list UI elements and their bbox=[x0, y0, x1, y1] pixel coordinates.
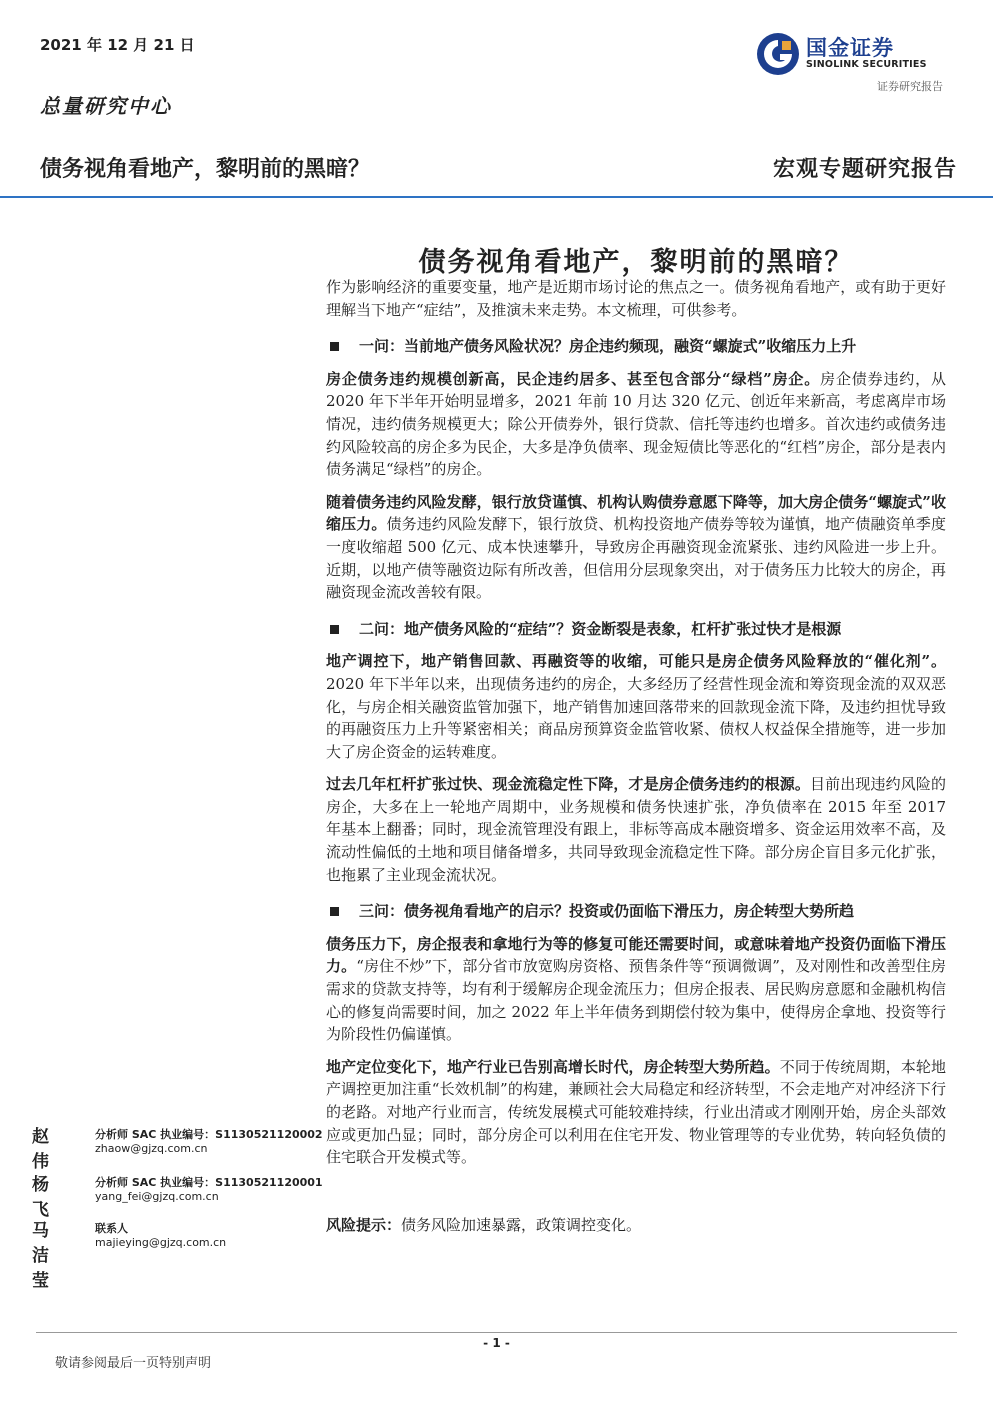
logo-name-en: SINOLINK SECURITIES bbox=[806, 59, 927, 70]
paragraph: 地产调控下，地产销售回款、再融资等的收缩，可能只是房企债务风险释放的“催化剂”。2020 年下半年以来，出现债务违约的房企，大多经历了经营性现金流和筹资现金流的双双恶化，与房企相关融资监管加强下，地产销售加速回落带来的回款现金流下降，及违约担忧导致的再融资压力上升等紧密相关；商品房预算资金监管收紧、债权人权益保全措施等，进一步加大了房企资金的运转难度。 bbox=[326, 652, 946, 761]
risk-warning bbox=[326, 1214, 641, 1235]
page-number: - 1 - bbox=[483, 1336, 510, 1350]
report-body bbox=[326, 276, 946, 1179]
bullet-square-icon bbox=[330, 625, 339, 634]
analyst-email[interactable]: zhaow@gjzq.com.cn bbox=[95, 1142, 208, 1155]
section-heading-3: 三问：债务视角看地产的启示？投资或仍面临下滑压力，房企转型大势所趋 bbox=[326, 900, 946, 923]
risk-text: 债务风险加速暴露，政策调控变化。 bbox=[401, 1216, 642, 1234]
analyst-email[interactable]: majieying@gjzq.com.cn bbox=[95, 1236, 227, 1249]
analyst-role: 分析师 SAC 执业编号：S1130521120002 bbox=[95, 1128, 323, 1141]
section-heading-2: 二问：地产债务风险的“症结”？资金断裂是表象，杠杆扩张过快才是根源 bbox=[326, 618, 946, 641]
report-type: 宏观专题研究报告 bbox=[772, 156, 957, 182]
paragraph: 过去几年杠杆扩张过快、现金流稳定性下降，才是房企债务违约的根源。目前出现违约风险的房企，大多在上一轮地产周期中，业务规模和债务快速扩张，净负债率在 2015 年至 2017 年基本上翻番；同时，现金流管理没有跟上，非标等高成本融资增多、资金运用效率不高，及流动性偏低的土地和项目储备增多，共同导致现金流稳定性下降。部分房企盲目多元化扩张，也拖累了主业现金流状况。 bbox=[326, 775, 946, 884]
bullet-square-icon bbox=[330, 342, 339, 351]
bullet-square-icon bbox=[330, 907, 339, 916]
paragraph: 随着债务违约风险发酵，银行放贷谨慎、机构认购债券意愿下降等，加大房企债务“螺旋式”收缩压力。债务违约风险发酵下，银行放贷、机构投资地产债券等较为谨慎，地产债融资单季度一度收缩超 500 亿元、成本快速攀升，导致房企再融资现金流紧张、违约风险进一步上升。近期，以地产债等融资边际有所改善，但信用分层现象突出，对于债务压力比较大的房企，再融资现金流改善较有限。 bbox=[326, 492, 946, 602]
paragraph: 房企债务违约规模创新高，民企违约居多、甚至包含部分“绿档”房企。房企债券违约，从 2020 年下半年开始明显增多，2021 年前 10 月达 320 亿元、创近年来新高，考虑离岸市场情况，违约债务规模更大；除公开债券外，银行贷款、信托等违约也增多。首次违约或债务违约风险较高的房企多为民企，大多是净负债率、现金短债比等恶化的“红档”房企，部分是表内债务满足“绿档”的房企。 bbox=[326, 369, 946, 479]
analyst-name: 杨飞 bbox=[32, 1175, 49, 1220]
paragraph: 地产定位变化下，地产行业已告别高增长时代，房企转型大势所趋。不同于传统周期，本轮地产调控更加注重“长效机制”的构建，兼顾社会大局稳定和经济转型，不会走地产对冲经济下行的老路。对地产行业而言，传统发展模式可能较难持续，行业出清或才刚刚开始，房企头部效应或更加凸显；同时，部分房企可以利用在住宅开发、物业管理等的专业优势，转向轻负债的住宅联合开发模式等。 bbox=[326, 1057, 946, 1167]
logo-name-cn: 国金证券 bbox=[806, 36, 894, 60]
analyst-role: 分析师 SAC 执业编号：S1130521120001 bbox=[95, 1176, 323, 1189]
risk-label: 风险提示： bbox=[326, 1216, 402, 1234]
paragraph: 债务压力下，房企报表和拿地行为等的修复可能还需要时间，或意味着地产投资仍面临下滑压力。“房住不炒”下，部分省市放宽购房资格、预售条件等“预调微调”，及对刚性和改善型住房需求的贷款支持等，均有利于缓解房企现金流压力；但房企报表、居民购房意愿和金融机构信心的修复尚需要时间，加之 2022 年上半年债务到期偿付较为集中，使得房企拿地、投资等行为阶段性仍偏谨慎。 bbox=[326, 934, 946, 1044]
section-heading-1: 一问：当前地产债务风险状况？房企违约频现，融资“螺旋式”收缩压力上升 bbox=[326, 335, 946, 358]
report-date: 2021 年 12 月 21 日 bbox=[40, 36, 195, 54]
analyst-email[interactable]: yang_fei@gjzq.com.cn bbox=[95, 1190, 219, 1203]
header-title: 债务视角看地产，黎明前的黑暗？ bbox=[40, 157, 371, 182]
analyst-name: 赵伟 bbox=[32, 1127, 49, 1172]
analyst-role: 联系人 bbox=[95, 1222, 128, 1235]
footer-notice: 敬请参阅最后一页特别声明 bbox=[55, 1356, 212, 1371]
header-divider bbox=[0, 196, 993, 198]
footer-divider bbox=[36, 1332, 957, 1333]
company-logo bbox=[756, 30, 946, 78]
logo-subtitle: 证券研究报告 bbox=[877, 80, 943, 93]
page-title: 债务视角看地产，黎明前的黑暗？ bbox=[418, 247, 854, 278]
department-label: 总量研究中心 bbox=[40, 94, 172, 118]
intro-paragraph: 作为影响经济的重要变量，地产是近期市场讨论的焦点之一。债务视角看地产，或有助于更好理解当下地产“症结”，及推演未来走势。本文梳理，可供参考。 bbox=[326, 278, 946, 319]
analyst-name: 马洁莹 bbox=[32, 1221, 49, 1291]
logo-mark-icon bbox=[756, 32, 800, 76]
